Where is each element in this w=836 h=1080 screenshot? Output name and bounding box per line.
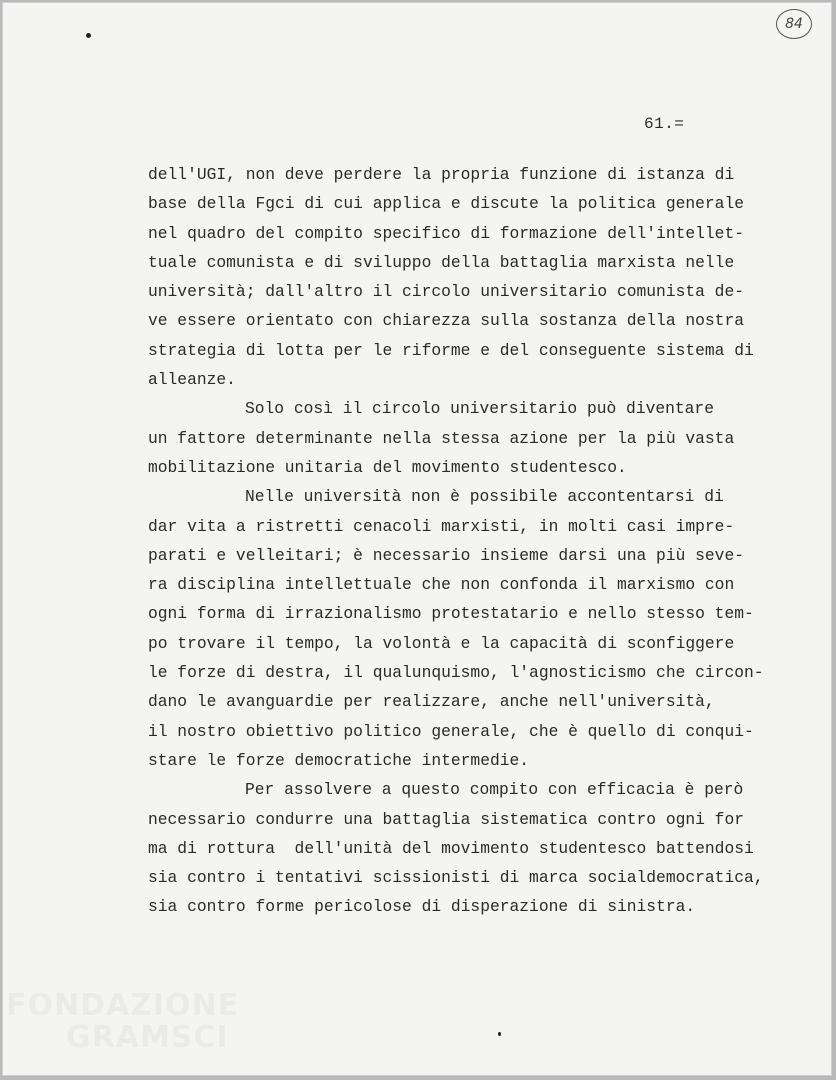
- text-line: le forze di destra, il qualunquismo, l'agnosticismo che circon-: [148, 663, 764, 683]
- text-line: nel quadro del compito specifico di formazione dell'intellet-: [148, 223, 744, 243]
- text-line: Solo così il circolo universitario può diventare: [245, 399, 714, 419]
- archive-number: 84: [785, 16, 803, 32]
- text-line: un fattore determinante nella stessa azione per la più vasta: [148, 428, 735, 448]
- text-line: Per assolvere a questo compito con efficacia è però: [245, 780, 744, 800]
- page-number: 61.=: [644, 115, 685, 133]
- text-line: po trovare il tempo, la volontà e la capacità di sconfiggere: [148, 633, 735, 653]
- text-line: tuale comunista e di sviluppo della battaglia marxista nelle: [148, 252, 735, 272]
- text-line: base della Fgci di cui applica e discute la politica generale: [148, 194, 744, 214]
- text-line: stare le forze democratiche intermedie.: [148, 750, 530, 770]
- text-line: necessario condurre una battaglia sistematica contro ogni for: [148, 809, 744, 829]
- ink-speck: [498, 1032, 501, 1036]
- ink-speck: [86, 33, 91, 38]
- watermark-line: FONDAZIONE: [6, 988, 240, 1023]
- text-line: ve essere orientato con chiarezza sulla sostanza della nostra: [148, 311, 744, 331]
- text-line: dano le avanguardie per realizzare, anche nell'università,: [148, 692, 715, 712]
- text-line: università; dall'altro il circolo universitario comunista de-: [148, 282, 744, 302]
- text-line: mobilitazione unitaria del movimento studentesco.: [148, 457, 627, 477]
- text-line: ma di rottura dell'unità del movimento studentesco battendosi: [148, 838, 754, 858]
- text-line: sia contro forme pericolose di disperazione di sinistra.: [148, 897, 696, 917]
- text-line: sia contro i tentativi scissionisti di marca socialdemocratica,: [148, 868, 764, 888]
- watermark-line: GRAMSCI: [66, 1020, 229, 1055]
- text-line: ogni forma di irrazionalismo protestatario e nello stesso tem-: [148, 604, 754, 624]
- text-line: dar vita a ristretti cenacoli marxisti, in molti casi impre-: [148, 516, 735, 536]
- text-line: alleanze.: [148, 370, 236, 390]
- archive-watermark: [6, 990, 239, 1054]
- text-line: Nelle università non è possibile accontentarsi di: [245, 487, 724, 507]
- text-line: ra disciplina intellettuale che non confonda il marxismo con: [148, 575, 735, 595]
- text-line: strategia di lotta per le riforme e del conseguente sistema di: [148, 340, 754, 360]
- text-line: il nostro obiettivo politico generale, che è quello di conqui-: [148, 721, 754, 741]
- document-page: [2, 2, 832, 1076]
- body-text: [148, 160, 768, 922]
- text-line: dell'UGI, non deve perdere la propria funzione di istanza di: [148, 165, 735, 184]
- text-line: parati e velleitari; è necessario insieme darsi una più seve-: [148, 545, 744, 565]
- archive-stamp: [776, 9, 812, 39]
